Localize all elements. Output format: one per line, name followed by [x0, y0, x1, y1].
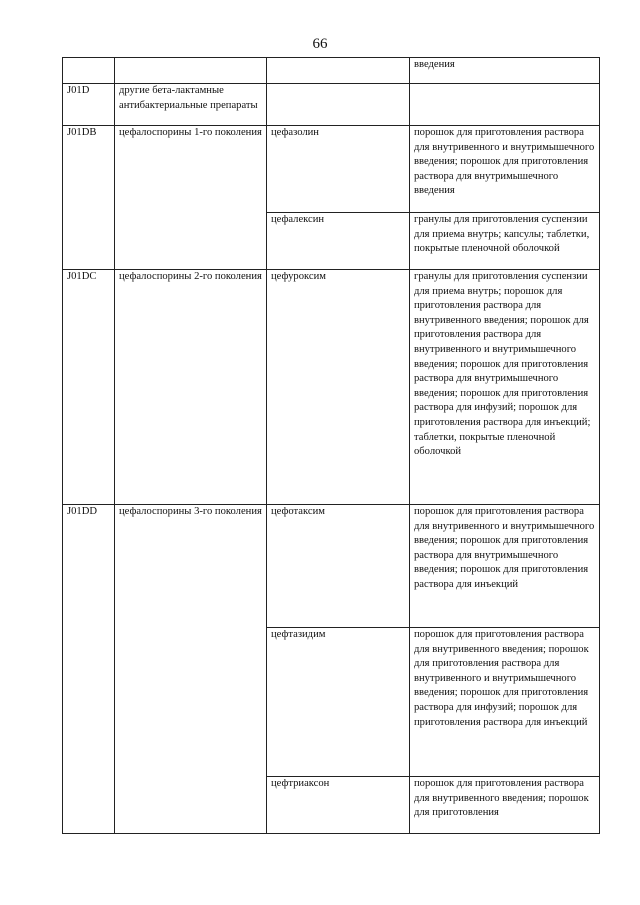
- group-name-cell: цефалоспорины 3-го поколения: [115, 505, 267, 834]
- drug-name-cell: цефуроксим: [267, 270, 410, 505]
- atc-code-cell: J01DB: [63, 126, 115, 270]
- dosage-form-cell: гранулы для приготовления суспензии для приема внутрь; порошок для приготовления раствора для внутривенного введения; порошок для приготовления раствора для внутривенного и внутримышечного введения; порошок для приготовления раствора для внутримышечного введения; порошок для приготовления раствора для инфузий; порошок для приготовления раствора для инъекций; таблетки, покрытые пленочной оболочкой: [410, 270, 600, 505]
- table-row-cefuroxim: [63, 270, 600, 505]
- atc-code-cell: J01DD: [63, 505, 115, 834]
- dosage-form-cell: порошок для приготовления раствора для внутривенного и внутримышечного введения; порошок для приготовления раствора для внутримышечного введения; порошок для приготовления раствора для инъекций: [410, 505, 600, 628]
- drug-name-cell: цефтриаксон: [267, 777, 410, 834]
- group-name-cell: цефалоспорины 1-го поколения: [115, 126, 267, 270]
- drug-name-cell: цефтазидим: [267, 628, 410, 777]
- drug-name-cell: [267, 84, 410, 126]
- dosage-form-cell: порошок для приготовления раствора для внутривенного введения; порошок для приготовления раствора для внутривенного и внутримышечного введения; порошок для приготовления раствора для инфузий; порошок для приготовления раствора для инъекций: [410, 628, 600, 777]
- table-row-cefazolin: [63, 126, 600, 213]
- drug-name-cell: цефотаксим: [267, 505, 410, 628]
- atc-code-cell: J01D: [63, 84, 115, 126]
- drug-classification-table: [62, 57, 600, 834]
- drug-name-cell: [267, 58, 410, 84]
- group-name-cell: цефалоспорины 2-го поколения: [115, 270, 267, 505]
- dosage-form-cell: введения: [410, 58, 600, 84]
- atc-code-cell: J01DC: [63, 270, 115, 505]
- atc-code-cell: [63, 58, 115, 84]
- table-row-continuation: [63, 58, 600, 84]
- dosage-form-cell: порошок для приготовления раствора для внутривенного и внутримышечного введения; порошок для приготовления раствора для внутримышечного введения: [410, 126, 600, 213]
- group-name-cell: другие бета-лактамные антибактериальные препараты: [115, 84, 267, 126]
- dosage-form-cell: порошок для приготовления раствора для внутривенного введения; порошок для приготовления: [410, 777, 600, 834]
- page-number: 66: [312, 36, 328, 52]
- dosage-form-cell: [410, 84, 600, 126]
- table-row-cefotaxim: [63, 505, 600, 628]
- drug-name-cell: цефалексин: [267, 213, 410, 270]
- table-row-j01d: [63, 84, 600, 126]
- drug-name-cell: цефазолин: [267, 126, 410, 213]
- group-name-cell: [115, 58, 267, 84]
- dosage-form-cell: гранулы для приготовления суспензии для приема внутрь; капсулы; таблетки, покрытые пленочной оболочкой: [410, 213, 600, 270]
